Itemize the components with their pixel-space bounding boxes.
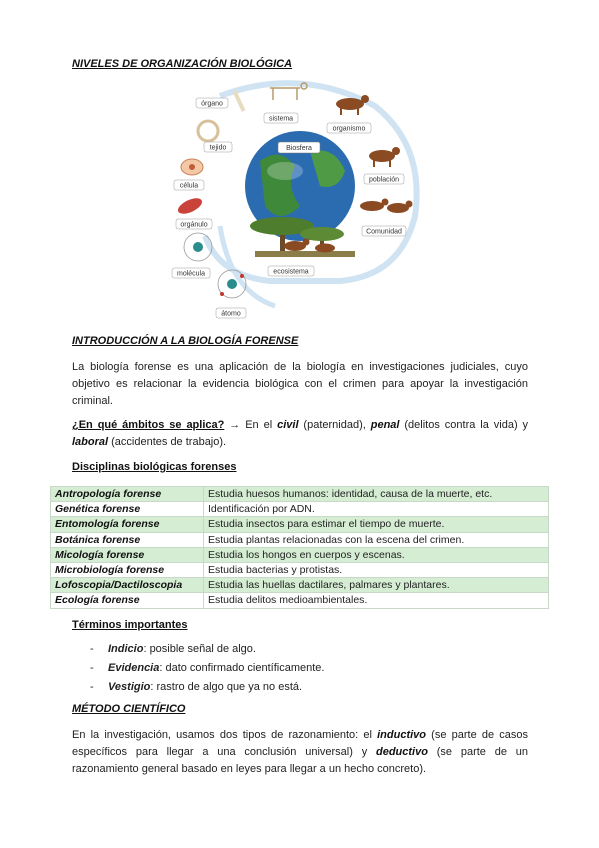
organization-levels-diagram (160, 76, 440, 326)
atom-icon (227, 279, 237, 289)
discipline-desc: Estudia bacterias y protistas. (204, 562, 549, 577)
section-title-levels: NIVELES DE ORGANIZACIÓN BIOLÓGICA (72, 58, 293, 70)
scope-text: (delitos contra la vida) y (399, 419, 529, 431)
discipline-name: Lofoscopia/Dactiloscopia (51, 578, 204, 593)
ground-strip (255, 251, 355, 257)
discipline-name: Microbiología forense (51, 562, 204, 577)
scope-penal: penal (370, 419, 400, 431)
molecule-icon (193, 242, 203, 252)
label-organismo: organismo (332, 125, 366, 133)
label-celula: célula (179, 182, 199, 190)
disciplines-table (50, 486, 549, 609)
label-molecula: molécula (176, 270, 206, 278)
discipline-desc: Estudia insectos para estimar el tiempo de muerte. (204, 517, 549, 532)
discipline-name: Botánica forense (51, 532, 204, 547)
mitochondria-icon (176, 195, 205, 217)
scope-question: ¿En qué ámbitos se aplica? (72, 419, 225, 431)
method-inductivo: inductivo (377, 729, 427, 741)
electron-icon (220, 292, 224, 296)
table-row (51, 502, 549, 517)
table-row (51, 593, 549, 608)
scope-text: (paternidad), (298, 419, 371, 431)
table-row (51, 532, 549, 547)
biosfera-label: Biosfera (286, 145, 312, 152)
table-row (51, 562, 549, 577)
method-deductivo: deductivo (376, 746, 428, 758)
label-tejido: tejido (209, 144, 227, 152)
list-item: - Evidencia: dato confirmado científicamente. (90, 662, 325, 674)
discipline-name: Ecología forense (51, 593, 204, 608)
table-row (51, 578, 549, 593)
terms-title: Términos importantes (72, 619, 188, 631)
term-name: Vestigio (108, 681, 151, 693)
scope-civil: civil (277, 419, 299, 431)
table-row (51, 487, 549, 502)
label-organulo: orgánulo (180, 221, 208, 229)
label-organo: órgano (201, 100, 223, 108)
discipline-name: Micología forense (51, 547, 204, 562)
bone-icon (233, 90, 246, 112)
method-paragraph (72, 727, 528, 778)
list-item: - Indicio: posible señal de algo. (90, 643, 256, 655)
discipline-desc: Identificación por ADN. (204, 502, 549, 517)
term-name: Indicio (108, 643, 144, 655)
method-text: En la investigación, usamos dos tipos de razonamiento: el (72, 729, 378, 741)
label-poblacion: población (369, 176, 399, 184)
label-atomo: átomo (221, 310, 241, 318)
table-row (51, 547, 549, 562)
method-text: (se parte de un razonamiento general basado en leyes para llegar a un hecho concreto). (72, 746, 528, 775)
label-ecosistema: ecosistema (273, 268, 309, 276)
scope-text: En el (240, 419, 278, 431)
section-title-method: MÉTODO CIENTÍFICO (72, 703, 186, 715)
globe-highlight (267, 162, 303, 180)
label-comunidad: Comunidad (366, 228, 402, 236)
section-title-forensic: INTRODUCCIÓN A LA BIOLOGÍA FORENSE (72, 335, 299, 347)
electron-icon (240, 274, 244, 278)
tissue-icon (198, 121, 218, 141)
scope-paragraph (72, 417, 528, 451)
discipline-name: Entomología forense (51, 517, 204, 532)
discipline-name: Genética forense (51, 502, 204, 517)
method-text: (se parte de casos específicos para llegar a una conclusión universal) y (72, 729, 528, 758)
label-sistema: sistema (268, 115, 294, 123)
term-name: Evidencia (108, 662, 160, 674)
cell-nucleus-icon (189, 164, 195, 170)
discipline-desc: Estudia huesos humanos: identidad, causa de la muerte, etc. (204, 487, 549, 502)
discipline-desc: Estudia plantas relacionadas con la escena del crimen. (204, 532, 549, 547)
intro-paragraph: La biología forense es una aplicación de la biología en investigaciones judiciales, cuyo objetivo es relacionar la evidencia biológica con el crimen para apoyar la investigación criminal. (72, 361, 528, 407)
term-def: : posible señal de algo. (143, 643, 256, 655)
table-row (51, 517, 549, 532)
scope-arrow: → (229, 419, 241, 431)
terms-list (72, 640, 324, 697)
scope-text: (accidentes de trabajo). (108, 436, 227, 448)
list-item: - Vestigio: rastro de algo que ya no está. (90, 681, 303, 693)
disciplines-title: Disciplinas biológicas forenses (72, 461, 237, 473)
discipline-name: Antropología forense (51, 487, 204, 502)
scope-laboral: laboral (72, 436, 109, 448)
term-def: : dato confirmado científicamente. (159, 662, 325, 674)
discipline-desc: Estudia los hongos en cuerpos y escenas. (204, 547, 549, 562)
term-def: : rastro de algo que ya no está. (150, 681, 303, 693)
discipline-desc: Estudia las huellas dactilares, palmares y plantares. (204, 578, 549, 593)
discipline-desc: Estudia delitos medioambientales. (204, 593, 549, 608)
